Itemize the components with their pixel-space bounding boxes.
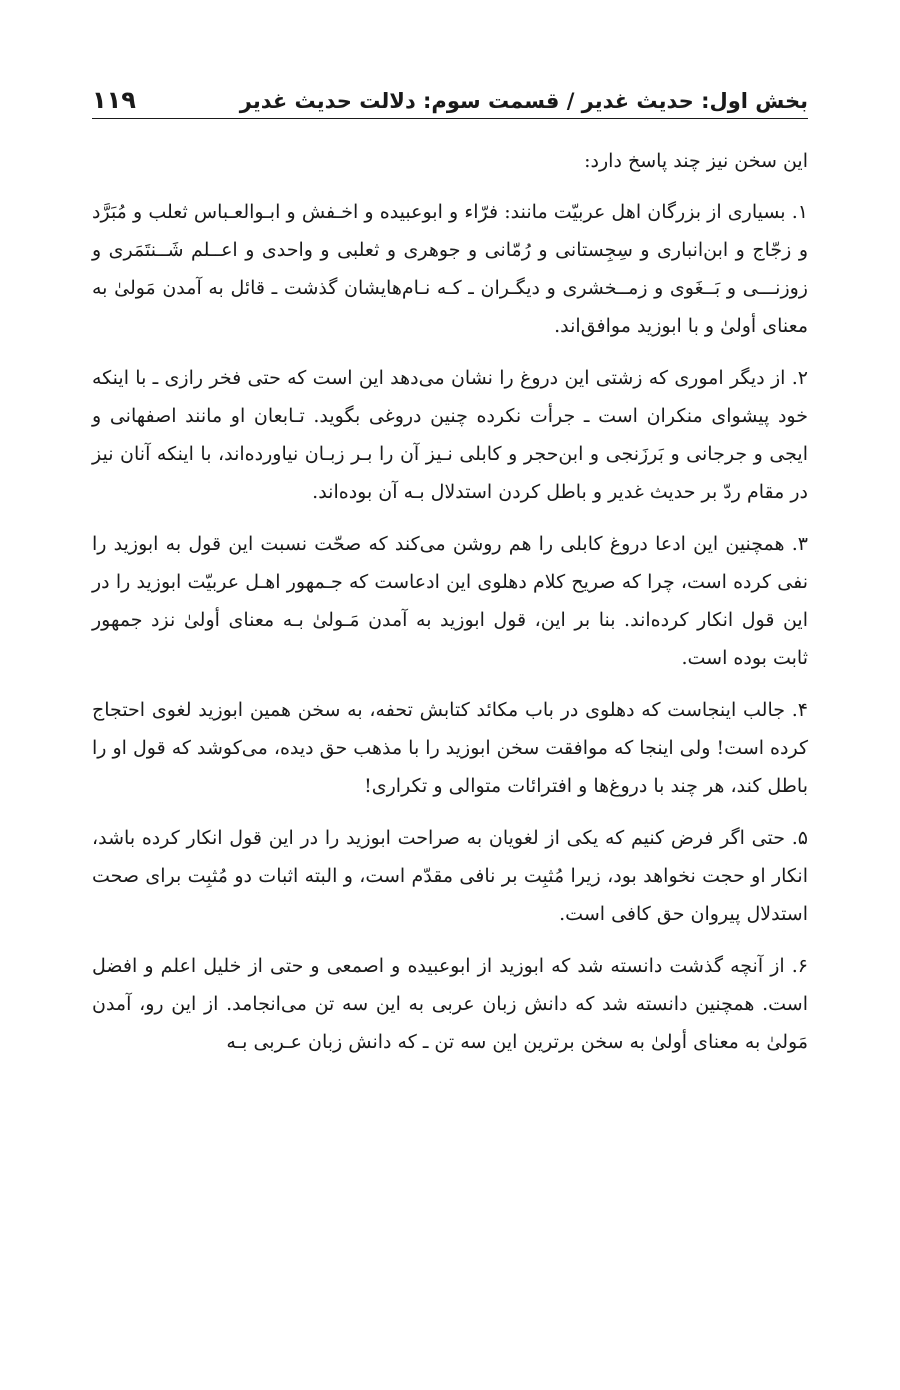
paragraph-6: ۶. از آنچه گذشت دانسته شد که ابوزید از ابوعبیده و اصمعی و حتی از خلیل اعلم و افضل است. همچنین دانسته شد که دانش زبان عربی به این سه تن می‌انجامد. از این رو، آمدن مَولیٰ به معنای أولیٰ به سخن برترین این سه تن ـ که دانش زبان عـربی بـه — [92, 955, 808, 1053]
intro-paragraph: این سخن نیز چند پاسخ دارد: — [584, 150, 808, 172]
page-number: ۱۱۹ — [92, 86, 136, 114]
paragraph-1: ۱. بسیاری از بزرگان اهل عربیّت مانند: فرّاء و ابوعبیده و اخـفش و ابـوالعـباس ثعلب و مُبَرَّد و زجّاج و ابن‌انباری و سِجِستانی و رُمّانی و جوهری و ثعلبی و واحدی و اعــلم شَــنتَمَری و زوزنـــی و بَــغَوی و زمــخشری و دیگـران ـ کـه نـام‌هایشان گذشت ـ قائل به آمدن مَولیٰ به معنای أولیٰ و با ابوزید موافق‌اند. — [92, 201, 808, 337]
running-title: بخش اول: حدیث غدیر / قسمت سوم: دلالت حدیث غدیر — [239, 89, 808, 113]
paragraph-4: ۴. جالب اینجاست که دهلوی در باب مکائد کتابش تحفه، به سخن همین ابوزید لغوی احتجاج کرده است! ولی اینجا که موافقت سخن ابوزید را با مذهب حق دیده، می‌کوشد که قول او را باطل کند، هر چند با دروغ‌ها و افترائات متوالی و تکراری! — [92, 699, 808, 797]
body-text — [92, 142, 808, 1075]
paragraph-5: ۵. حتی اگر فرض کنیم که یکی از لغویان به صراحت ابوزید را در این قول انکار کرده باشد، انکار او حجت نخواهد بود، زیرا مُثبِت بر نافی مقدّم است، و البته اثبات دو مُثبِت برای صحت استدلال پیروان حق کافی است. — [92, 827, 808, 925]
header-rule — [92, 118, 808, 119]
paragraph-3: ۳. همچنین این ادعا دروغ کابلی را هم روشن می‌کند که صحّت نسبت این قول به ابوزید را نفی کرده است، چرا که صریح کلام دهلوی این ادعاست که جـمهور اهـل عربیّت ابوزید را در این قول انکار کرده‌اند. بنا بر این، قول ابوزید به آمدن مَـولیٰ بـه معنای أولیٰ نزد جمهور ثابت بوده است. — [92, 533, 808, 669]
page-header — [92, 72, 808, 112]
paragraph-2: ۲. از دیگر اموری که زشتی این دروغ را نشان می‌دهد این است که حتی فخر رازی ـ با اینکه خود پیشوای منکران است ـ جرأت نکرده چنین دروغی بگوید. تـابعان او مانند اصفهانی و ایجی و جرجانی و بَرزَنجی و ابن‌حجر و کابلی نـیز آن را بـر زبـان نیاورده‌اند، با اینکه آنان نیز در مقام ردّ بر حدیث غدیر و باطل کردن استدلال بـه آن بوده‌اند. — [92, 367, 808, 503]
